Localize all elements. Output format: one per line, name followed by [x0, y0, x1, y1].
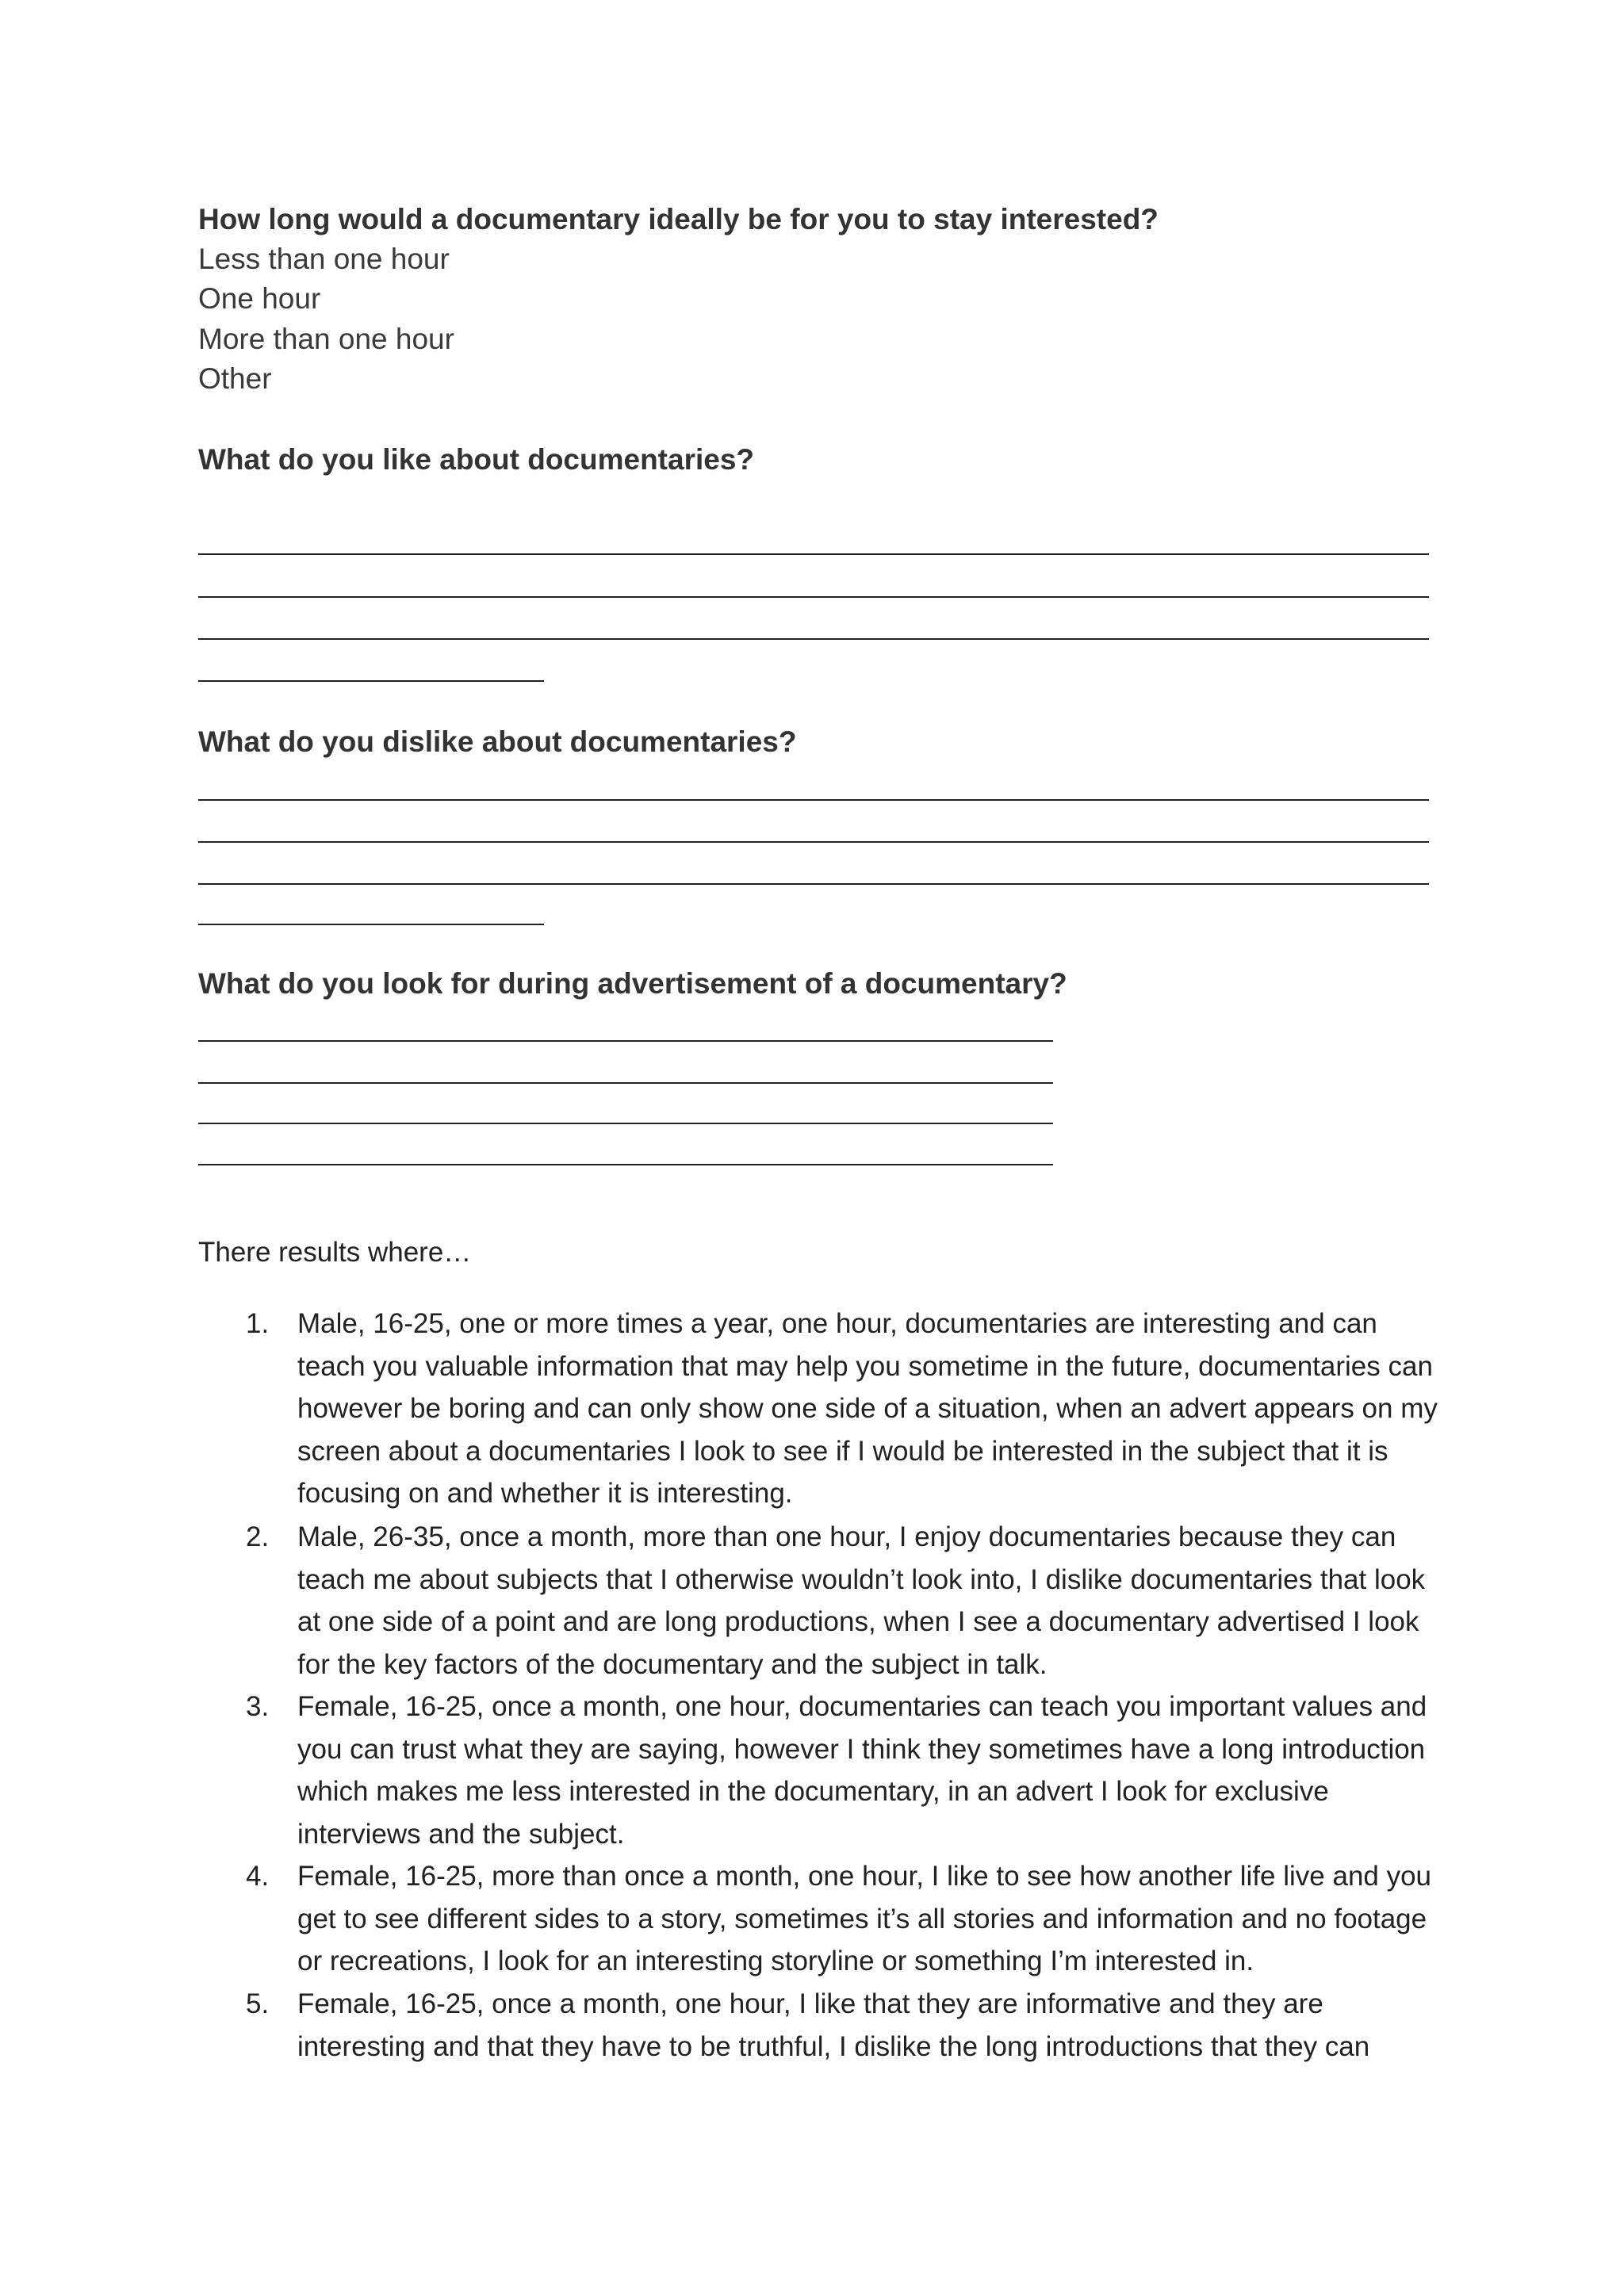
result-number: 5.	[246, 1988, 270, 2019]
answer-line	[198, 924, 544, 925]
question-dislike: What do you dislike about documentaries?	[198, 725, 797, 758]
answer-line	[198, 799, 1429, 801]
option-one-hour: One hour	[198, 282, 321, 315]
result-text: Male, 16-25, one or more times a year, one hour, documentaries are interesting and can teach you valuable information that may help you sometime in the future, documentaries can however be boring and can only show one side of a situation, when an advert appears on my screen about a documentaries I look to see if I would be interested in the subject that it is focusing on and whether it is interesting.	[297, 1308, 1438, 1510]
answer-line	[198, 1123, 1053, 1124]
result-text: Female, 16-25, more than once a month, one hour, I like to see how another life live and you get to see different sides to a story, sometimes it’s all stories and information and no footage or recreations, I look for an interesting storyline or something I’m interested in.	[297, 1861, 1432, 1977]
answer-line	[198, 553, 1429, 555]
answer-line	[198, 680, 544, 682]
answer-line	[198, 883, 1429, 885]
option-more-than-one-hour: More than one hour	[198, 323, 454, 355]
question-like: What do you like about documentaries?	[198, 443, 755, 476]
answer-line	[198, 1164, 1053, 1165]
result-text: Female, 16-25, once a month, one hour, documentaries can teach you important values and you can trust what they are saying, however I think they sometimes have a long introduction which makes me less interested in the documentary, in an advert I look for exclusive interviews and the subject.	[297, 1691, 1427, 1850]
question-advertisement: What do you look for during advertisement of a documentary?	[198, 967, 1067, 1000]
answer-line	[198, 1082, 1053, 1084]
result-text: Female, 16-25, once a month, one hour, I like that they are informative and they are interesting and that they have to be truthful, I dislike the long introductions that they can	[297, 1988, 1370, 2062]
option-less-than-one-hour: Less than one hour	[198, 243, 450, 275]
answer-line	[198, 596, 1429, 598]
result-number: 1.	[246, 1308, 270, 1339]
answer-line	[198, 841, 1429, 843]
results-intro: There results where…	[198, 1237, 472, 1268]
option-other: Other	[198, 362, 272, 395]
result-number: 3.	[246, 1691, 270, 1722]
result-number: 4.	[246, 1861, 270, 1892]
result-number: 2.	[246, 1521, 270, 1552]
answer-line	[198, 1040, 1053, 1042]
answer-line	[198, 638, 1429, 640]
result-text: Male, 26-35, once a month, more than one hour, I enjoy documentaries because they can teach me about subjects that I otherwise wouldn’t look into, I dislike documentaries that look at one side of a point and are long productions, when I see a documentary advertised I look for the key factors of the documentary and the subject in talk.	[297, 1521, 1426, 1680]
question-duration: How long would a documentary ideally be for you to stay interested?	[198, 203, 1159, 235]
